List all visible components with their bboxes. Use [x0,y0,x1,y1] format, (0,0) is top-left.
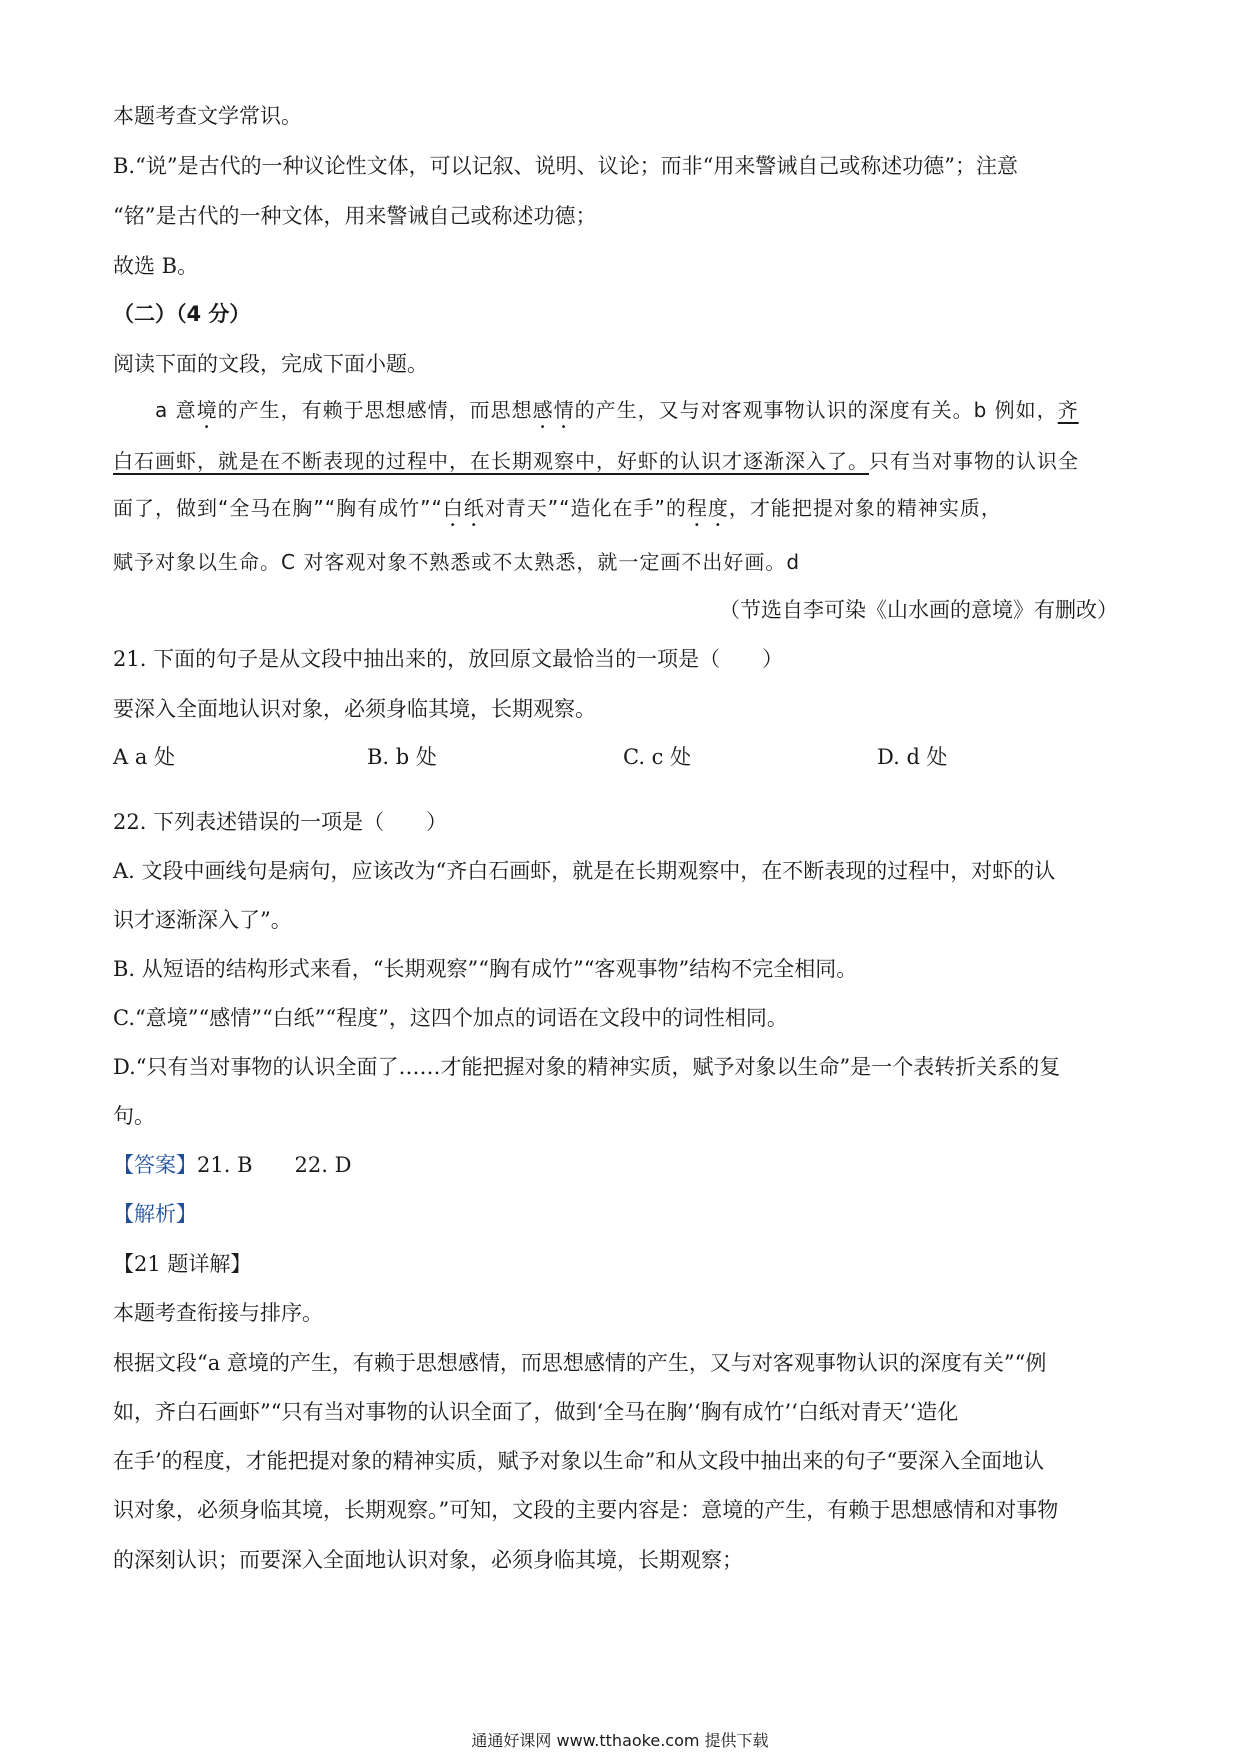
text-line: “铭”是古代的一种文体，用来警诫自己或称述功德； [113,204,597,228]
passage-text: 面了，做到“全马在胸”“胸有成竹”“ [113,496,443,520]
option-a: A a 处 [113,745,176,769]
question-22-option-a-cont: 识才逐渐深入了”。 [113,908,292,932]
answer-line [113,1151,351,1179]
passage-text: a 意 [155,398,197,422]
passage-source: （节选自李可染《山水画的意境》有删改） [719,598,1118,622]
underlined-sentence: 白石画虾，就是在不断表现的过程中，在长期观察中，好虾的认识才逐渐深入了。 [113,449,869,473]
option-b: B. b 处 [367,745,437,769]
dotted-word: 程度 [686,496,729,520]
question-22-stem: 22. 下列表述错误的一项是（ ） [113,810,448,834]
question-22-option-c: C.“意境”“感情”“白纸”“程度”，这四个加点的词语在文段中的词性相同。 [113,1006,788,1030]
passage-text: 的产生，又与对客观事物认识的深度有关。b 例如， [574,398,1058,422]
passage-text: 对青天”“造化在手”的 [484,496,687,520]
passage-line-2 [113,447,1079,475]
analysis-line: 本题考查衔接与排序。 [113,1301,323,1325]
question-21-stem: 21. 下面的句子是从文段中抽出来的，放回原文最恰当的一项是（ ） [113,647,784,671]
detail-label: 【21 题详解】 [113,1252,252,1276]
passage-line-1 [155,396,1079,433]
section-heading: （二）（4 分） [113,302,251,326]
analysis-line: 在手’的程度，才能把提对象的精神实质，赋予对象以生命”和从文段中抽出来的句子“要深入全面地认 [113,1449,1045,1473]
passage-line-4: 赋予对象以生命。C 对客观对象不熟悉或不太熟悉，就一定画不出好画。d [113,550,801,574]
analysis-line: 识对象，必须身临其境，长期观察。”可知，文段的主要内容是：意境的产生，有赖于思想感情和对事物 [113,1498,1059,1522]
footer-watermark: 通通好课网 www.tthaoke.com 提供下载 [471,1731,769,1750]
analysis-line: 如，齐白石画虾”“只有当对事物的认识全面了，做到‘全马在胸’‘胸有成竹’‘白纸对青天’‘造化 [113,1400,959,1424]
question-22-option-a: A. 文段中画线句是病句，应该改为“齐白石画虾，就是在长期观察中，在不断表现的过程中，对虾的认 [113,859,1056,883]
passage-text: 只有当对事物的认识全 [869,449,1079,473]
analysis-line: 根据文段“a 意境的产生，有赖于思想感情，而思想感情的产生，又与对客观事物认识的深度有关”“例 [113,1351,1047,1375]
dotted-word: 感情 [532,398,575,422]
passage-text: ，才能把提对象的精神实质， [728,496,1002,520]
question-22-option-d: D.“只有当对事物的认识全面了……才能把握对象的精神实质，赋予对象以生命”是一个表转折关系的复 [113,1055,1061,1079]
underlined-sentence: 齐 [1057,398,1079,422]
passage-text: 的产生，有赖于思想感情，而思想 [217,398,533,422]
text-line: 本题考查文学常识。 [113,104,302,128]
text-line: 故选 B。 [113,254,199,278]
option-d: D. d 处 [877,745,948,769]
question-21-sentence: 要深入全面地认识对象，必须身临其境，长期观察。 [113,697,596,721]
answer-label: 【答案】 [113,1153,197,1177]
dotted-word: 境 [196,398,218,422]
passage-line-3 [113,494,1002,531]
analysis-line: 的深刻认识；而要深入全面地认识对象，必须身临其境，长期观察； [113,1548,743,1572]
analysis-label: 【解析】 [113,1202,197,1226]
answer-text: 21. B 22. D [197,1153,352,1177]
option-c: C. c 处 [623,745,692,769]
instruction-text: 阅读下面的文段，完成下面小题。 [113,352,428,376]
question-22-option-d-cont: 句。 [113,1104,155,1128]
dotted-word: 白纸 [442,496,485,520]
text-line: B.“说”是古代的一种议论性文体，可以记叙、说明、议论；而非“用来警诫自己或称述功德”；注意 [113,154,1019,178]
question-22-option-b: B. 从短语的结构形式来看，“长期观察”“胸有成竹”“客观事物”结构不完全相同。 [113,957,858,981]
